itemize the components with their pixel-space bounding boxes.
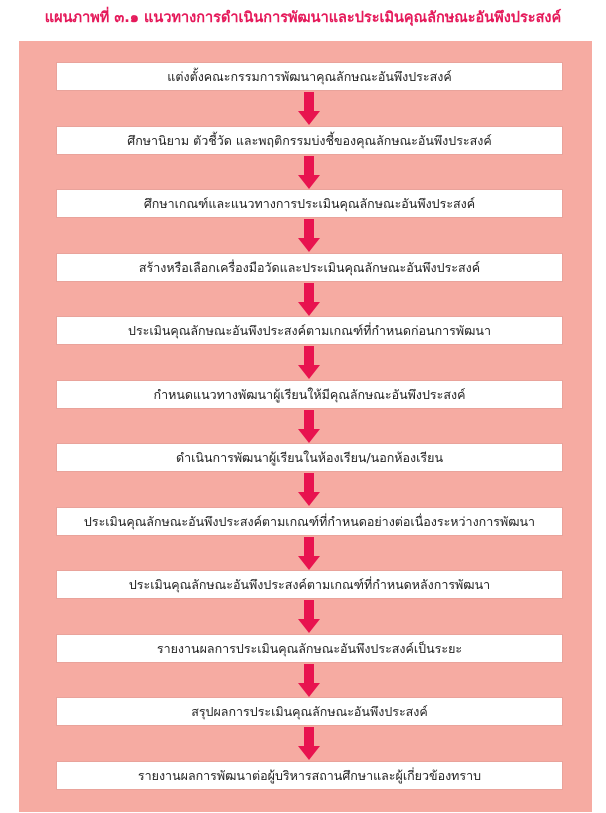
step-box-4: สร้างหรือเลือกเครื่องมือวัดและประเมินคุณลักษณะอันพึงประสงค์	[56, 253, 563, 282]
step-box-2: ศึกษานิยาม ตัวชี้วัด และพฤติกรรมบ่งชี้ของคุณลักษณะอันพึงประสงค์	[56, 126, 563, 155]
down-arrow-icon	[298, 156, 320, 189]
down-arrow-icon	[298, 473, 320, 506]
down-arrow-icon	[298, 346, 320, 379]
step-box-8: ประเมินคุณลักษณะอันพึงประสงค์ตามเกณฑ์ที่กำหนดอย่างต่อเนื่องระหว่างการพัฒนา	[56, 507, 563, 536]
down-arrow-icon	[298, 92, 320, 125]
step-box-7: ดำเนินการพัฒนาผู้เรียนในห้องเรียน/นอกห้องเรียน	[56, 443, 563, 472]
step-box-1: แต่งตั้งคณะกรรมการพัฒนาคุณลักษณะอันพึงประสงค์	[56, 62, 563, 91]
down-arrow-icon	[298, 664, 320, 697]
step-box-10: รายงานผลการประเมินคุณลักษณะอันพึงประสงค์เป็นระยะ	[56, 634, 563, 663]
down-arrow-icon	[298, 727, 320, 760]
down-arrow-icon	[298, 283, 320, 316]
down-arrow-icon	[298, 600, 320, 633]
step-box-5: ประเมินคุณลักษณะอันพึงประสงค์ตามเกณฑ์ที่กำหนดก่อนการพัฒนา	[56, 316, 563, 345]
step-box-3: ศึกษาเกณฑ์และแนวทางการประเมินคุณลักษณะอันพึงประสงค์	[56, 189, 563, 218]
down-arrow-icon	[298, 410, 320, 443]
down-arrow-icon	[298, 537, 320, 570]
diagram-title: แผนภาพที่ ๓.๑ แนวทางการดำเนินการพัฒนาและประเมินคุณลักษณะอันพึงประสงค์	[44, 10, 562, 26]
step-box-11: สรุปผลการประเมินคุณลักษณะอันพึงประสงค์	[56, 697, 563, 726]
step-box-12: รายงานผลการพัฒนาต่อผู้บริหารสถานศึกษาและผู้เกี่ยวข้องทราบ	[56, 761, 563, 790]
step-box-9: ประเมินคุณลักษณะอันพึงประสงค์ตามเกณฑ์ที่กำหนดหลังการพัฒนา	[56, 570, 563, 599]
step-box-6: กำหนดแนวทางพัฒนาผู้เรียนให้มีคุณลักษณะอันพึงประสงค์	[56, 380, 563, 409]
down-arrow-icon	[298, 219, 320, 252]
